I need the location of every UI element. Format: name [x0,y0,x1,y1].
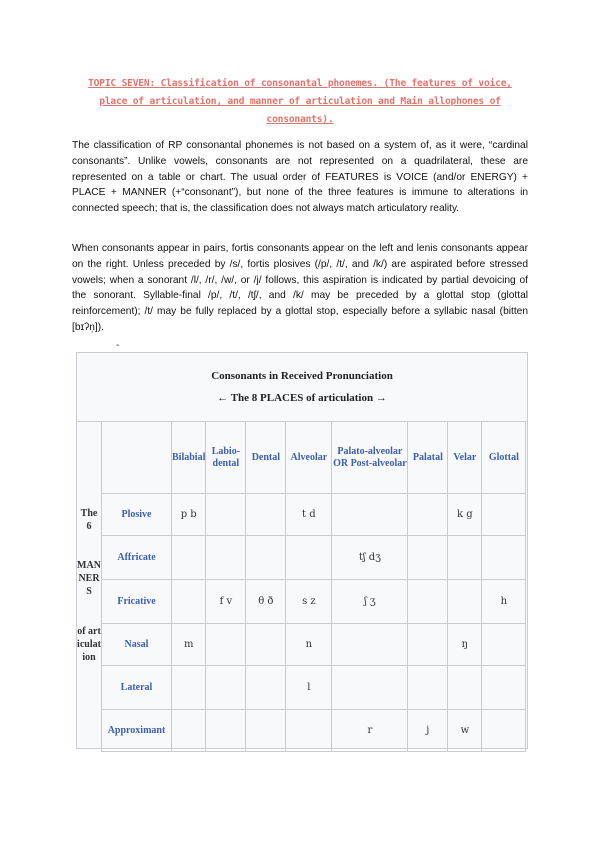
place-header: Velar [448,422,482,494]
symbol-cell [482,494,526,536]
symbol-cell [246,624,286,666]
manners-side-label-c: of articulation [77,626,101,663]
symbol-cell [172,666,206,710]
symbol-cell [482,710,526,752]
chart-subtitle: ← The 8 PLACES of articulation → [217,392,387,404]
symbol-cell: w [448,710,482,752]
symbol-cell: f v [206,580,246,624]
place-header: Glottal [482,422,526,494]
symbol-cell: θ ð [246,580,286,624]
consonant-grid [101,421,526,752]
manner-label: Affricate [102,536,172,580]
consonant-chart [76,352,528,749]
intro-paragraph: The classification of RP consonantal phonemes is not based on a system of, as it were, “cardinal consonants”. Unlike vowels, consonants are not represented on a quadrilateral, these are represented on a table or chart. The usual order of FEATURES is VOICE (and/or ENERGY) + PLACE + MANNER (+“consonant”), but none of the three features is immune to alterations in connected speech; that is, the classification does not always match articulatory reality. [72,140,528,215]
manner-label: Nasal [102,624,172,666]
symbol-cell: h [482,580,526,624]
symbol-cell: j [408,710,448,752]
symbol-cell [332,666,408,710]
symbol-cell [246,536,286,580]
symbol-cell [246,666,286,710]
symbol-cell [286,536,332,580]
manner-label: Fricative [102,580,172,624]
place-header: Labio-dental [206,422,246,494]
manner-label: Approximant [102,710,172,752]
place-header: Dental [246,422,286,494]
symbol-cell [408,536,448,580]
symbol-cell [482,624,526,666]
symbol-cell: s z [286,580,332,624]
symbol-cell [206,710,246,752]
symbol-cell [246,494,286,536]
symbol-cell: r [332,710,408,752]
symbol-cell [408,666,448,710]
symbol-cell [172,580,206,624]
manner-row [102,494,526,536]
stray-dash: - [116,340,120,351]
symbol-cell [172,536,206,580]
symbol-cell: tʃ dʒ [332,536,408,580]
symbol-cell [206,536,246,580]
places-header-row [102,422,526,494]
symbol-cell [332,624,408,666]
manners-side-label-b: MANNERS [77,560,101,597]
manner-label: Plosive [102,494,172,536]
symbol-cell [206,624,246,666]
symbol-cell [448,536,482,580]
symbol-cell [448,666,482,710]
chart-title: Consonants in Received Pronunciation [211,370,393,382]
manner-row [102,710,526,752]
corner-cell [102,422,172,494]
manners-side-label-a: The 6 [80,508,98,532]
symbol-cell: p b [172,494,206,536]
symbol-cell [408,494,448,536]
symbol-cell: m [172,624,206,666]
symbol-cell [206,494,246,536]
symbol-cell: l [286,666,332,710]
symbol-cell [206,666,246,710]
topic-title: TOPIC SEVEN: Classification of consonantal phonemes. (The features of voice, place of articulation, and manner of articulation and Main allophones of consonants). [88,78,512,125]
place-header: Palatal [408,422,448,494]
symbol-cell [286,710,332,752]
symbol-cell [332,494,408,536]
symbol-cell [172,710,206,752]
place-header: Alveolar [286,422,332,494]
symbol-cell: k g [448,494,482,536]
symbol-cell: ŋ [448,624,482,666]
symbol-cell [246,710,286,752]
symbol-cell [408,580,448,624]
symbol-cell [448,580,482,624]
symbol-cell: t d [286,494,332,536]
place-header: Palato-alveolar OR Post-alveolar [332,422,408,494]
manner-row [102,580,526,624]
manner-label: Lateral [102,666,172,710]
symbol-cell: n [286,624,332,666]
symbol-cell [482,536,526,580]
place-header: Bilabial [172,422,206,494]
symbol-cell [482,666,526,710]
manner-row [102,624,526,666]
symbol-cell [408,624,448,666]
fortis-lenis-paragraph: When consonants appear in pairs, fortis consonants appear on the left and lenis consonants appear on the right. Unless preceded by /s/, fortis plosives (/p/, /t/, and /k/) are aspirated before stressed vowels; when a sonorant /l/, /r/, /w/, or /j/ follows, this aspiration is indicated by partial devoicing of the sonorant. Syllable-final /p/, /t/, /tʃ/, and /k/ may be preceded by a glottal stop (glottal reinforcement); /t/ may be fully replaced by a glottal stop, especially before a syllabic nasal (bitten [bɪʔn̩]). [72,243,528,333]
manner-row [102,666,526,710]
symbol-cell: ʃ ʒ [332,580,408,624]
manner-row [102,536,526,580]
